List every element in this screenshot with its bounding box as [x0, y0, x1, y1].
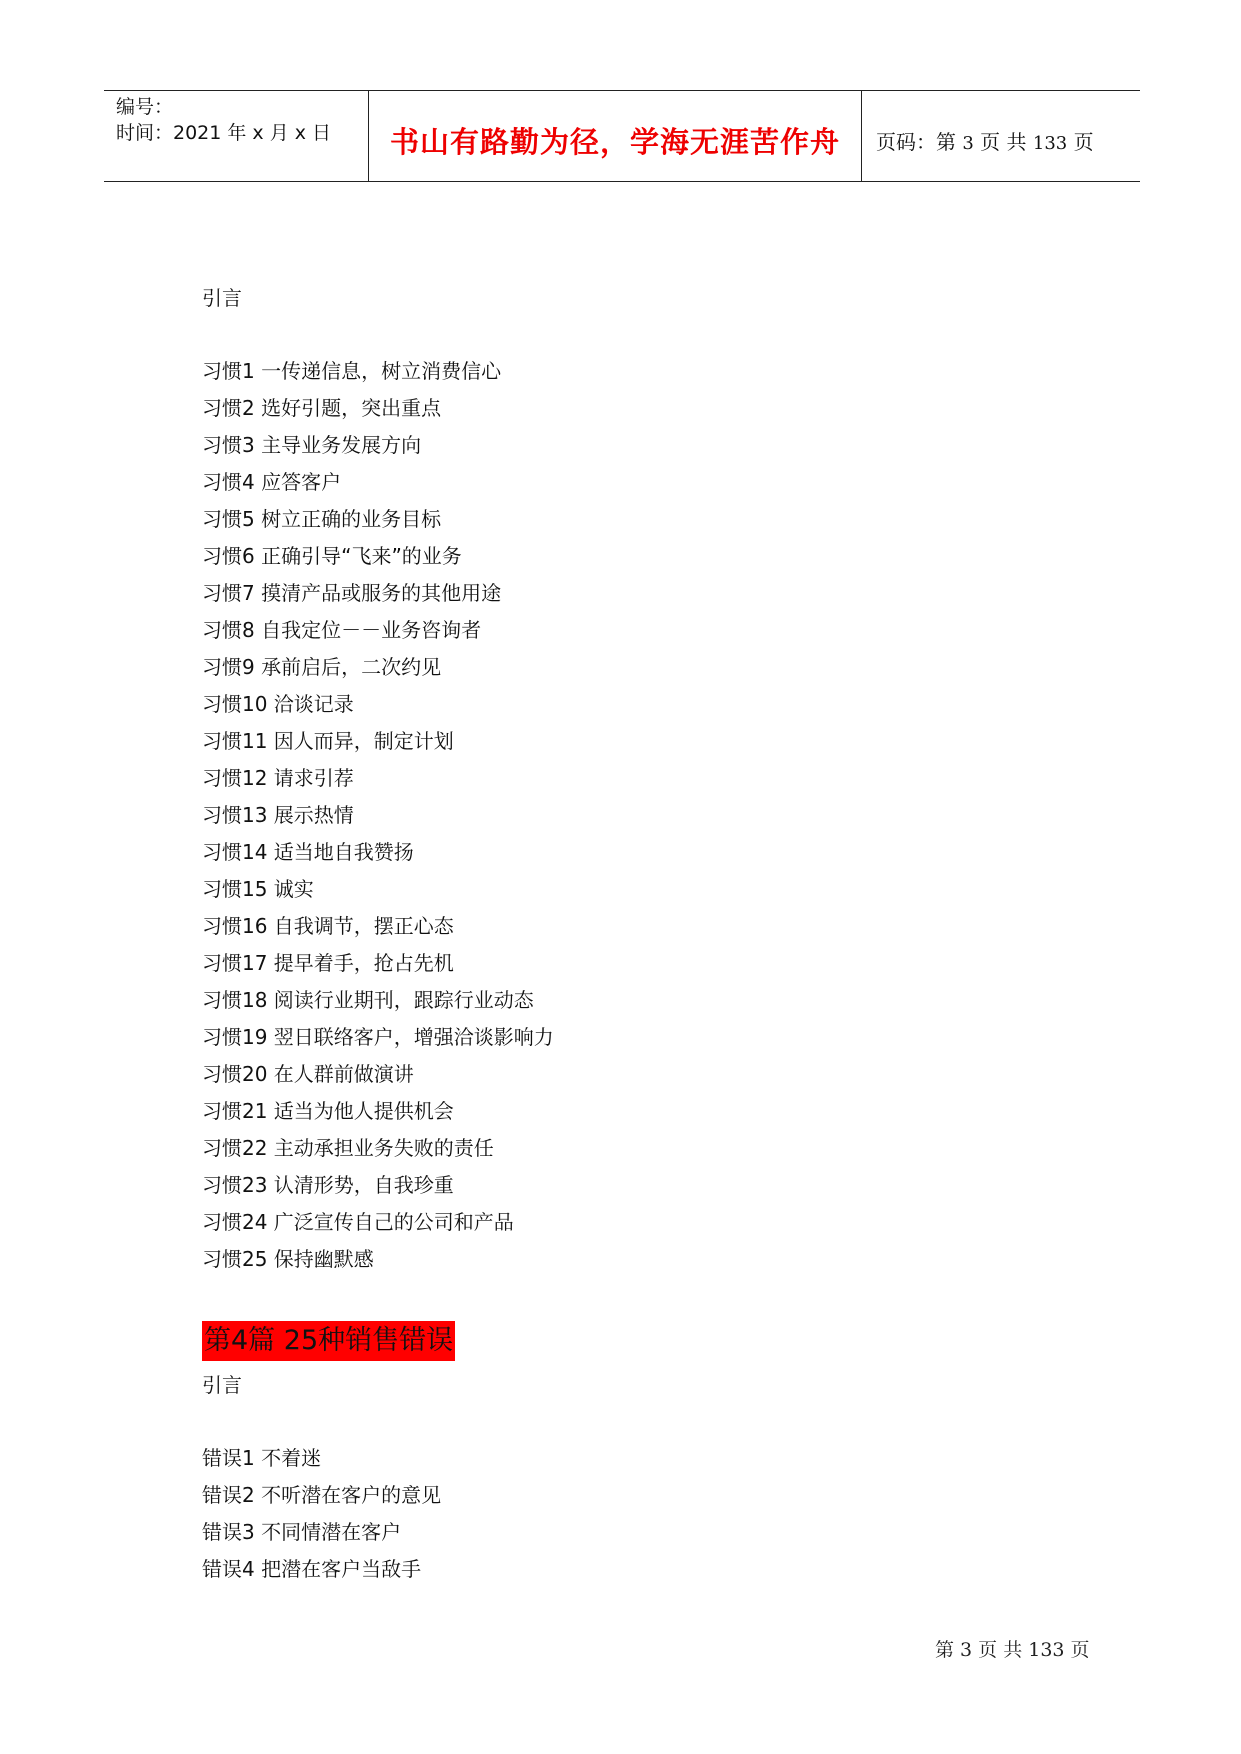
header-left-cell — [104, 91, 368, 181]
page-code-prefix: 页码：第 — [876, 129, 963, 154]
page-footer: 第 3 页 共 133 页 — [935, 1639, 1090, 1661]
header-mid-cell — [368, 91, 862, 181]
error-item: 错误4 把潜在客户当敌手 — [202, 1557, 422, 1581]
page-code-suffix: 页 — [1067, 129, 1094, 154]
habit-item: 习惯11 因人而异，制定计划 — [202, 729, 454, 753]
habit-item: 习惯22 主动承担业务失败的责任 — [202, 1136, 494, 1160]
habit-item: 习惯15 诚实 — [202, 877, 314, 901]
habit-item: 习惯12 请求引荐 — [202, 766, 354, 790]
habit-item: 习惯8 自我定位－－业务咨询者 — [202, 618, 482, 642]
habit-item: 习惯18 阅读行业期刊，跟踪行业动态 — [202, 988, 534, 1012]
header-right-cell — [862, 91, 1140, 181]
spacer — [202, 1404, 554, 1440]
habit-item: 习惯17 提早着手，抢占先机 — [202, 951, 454, 975]
habit-item: 习惯23 认清形势，自我珍重 — [202, 1173, 454, 1197]
error-item: 错误2 不听潜在客户的意见 — [202, 1483, 442, 1507]
habit-item: 习惯4 应答客户 — [202, 470, 342, 494]
habit-item: 习惯13 展示热情 — [202, 803, 354, 827]
code-label: 编号： — [116, 96, 174, 118]
error-item: 错误1 不着迷 — [202, 1446, 322, 1470]
habit-item: 习惯20 在人群前做演讲 — [202, 1062, 414, 1086]
habit-item: 习惯5 树立正确的业务目标 — [202, 507, 442, 531]
intro-heading-2: 引言 — [202, 1373, 242, 1397]
habit-item: 习惯21 适当为他人提供机会 — [202, 1099, 454, 1123]
habit-item: 习惯7 摸清产品或服务的其他用途 — [202, 581, 502, 605]
habit-item: 习惯3 主导业务发展方向 — [202, 433, 422, 457]
page-code-total: 133 — [1032, 132, 1068, 154]
header-table — [104, 90, 1140, 182]
habit-item: 习惯9 承前启后，二次约见 — [202, 655, 442, 679]
habit-item: 习惯14 适当地自我赞扬 — [202, 840, 414, 864]
motto: 书山有路勤为径，学海无涯苦作舟 — [389, 124, 840, 159]
error-list — [202, 1440, 554, 1588]
spacer — [202, 1278, 554, 1321]
page-code — [876, 126, 1094, 155]
section-title: 第4篇 25种销售错误 — [202, 1321, 455, 1361]
document-body — [202, 280, 554, 1588]
habit-item: 习惯1 一传递信息，树立消费信心 — [202, 359, 502, 383]
spacer — [202, 317, 554, 353]
page-code-mid: 页 共 — [973, 129, 1033, 154]
habit-item: 习惯10 洽谈记录 — [202, 692, 354, 716]
habit-item: 习惯24 广泛宣传自己的公司和产品 — [202, 1210, 514, 1234]
habit-item: 习惯19 翌日联络客户，增强洽谈影响力 — [202, 1025, 554, 1049]
habit-item: 习惯25 保持幽默感 — [202, 1247, 374, 1271]
habit-item: 习惯16 自我调节，摆正心态 — [202, 914, 454, 938]
page-code-current: 3 — [962, 132, 974, 154]
habit-list — [202, 353, 554, 1278]
habit-item: 习惯6 正确引导“飞来”的业务 — [202, 544, 462, 568]
error-item: 错误3 不同情潜在客户 — [202, 1520, 402, 1544]
time-label: 时间：2021 年 x 月 x 日 — [116, 122, 332, 144]
intro-heading: 引言 — [202, 286, 242, 310]
habit-item: 习惯2 选好引题，突出重点 — [202, 396, 442, 420]
